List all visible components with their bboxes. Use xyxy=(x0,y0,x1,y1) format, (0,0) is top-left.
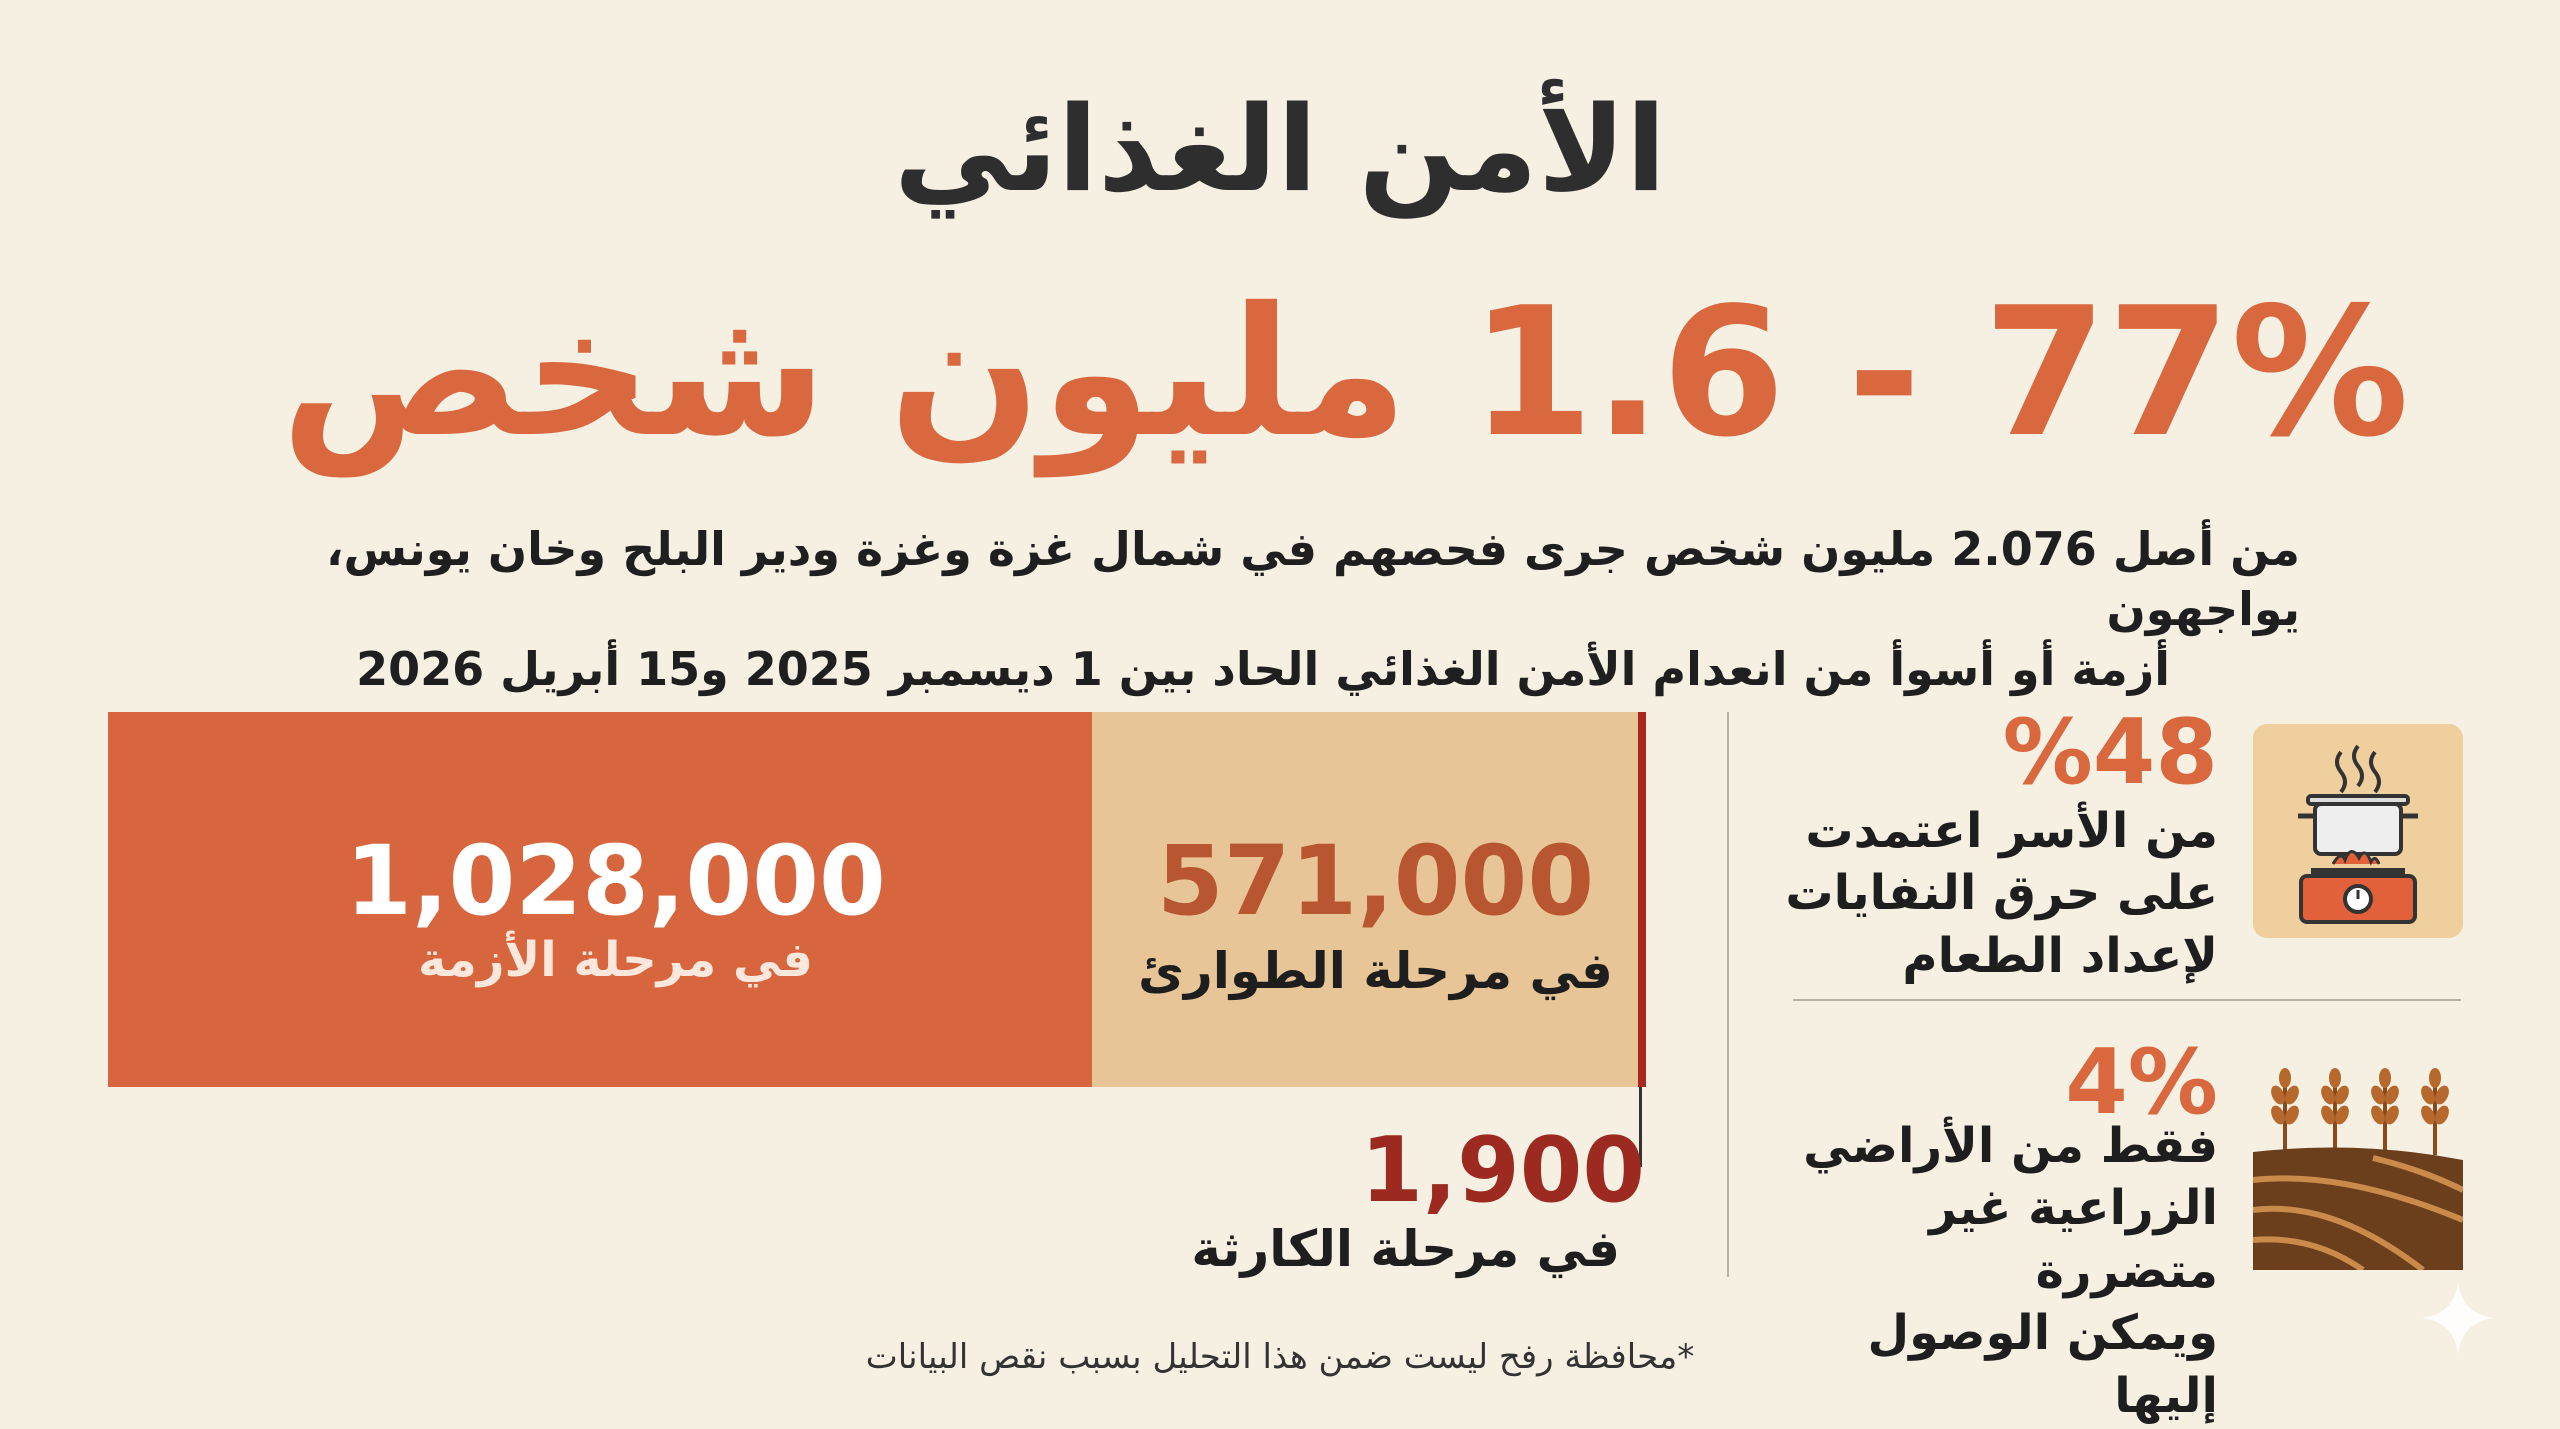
stat-text-line: الزراعية غير متضررة xyxy=(1929,1180,2218,1299)
emergency-category-label: في مرحلة الطوارئ xyxy=(1138,942,1613,1000)
stat-text-line: من الأسر اعتمدت xyxy=(1805,803,2218,859)
stat-text-line: فقط من الأراضي xyxy=(1803,1118,2218,1174)
description-line-1: من أصل 2.076 مليون شخص جرى فحصهم في شمال غزة وغزة ودير البلح وخان يونس، يواجهون xyxy=(325,522,2300,636)
sparkle-icon xyxy=(2418,1278,2498,1358)
bar-segment-catastrophe xyxy=(1638,712,1646,1087)
emergency-value-label: 571,000 xyxy=(1156,825,1595,937)
crisis-category-label: في مرحلة الأزمة xyxy=(418,932,813,988)
stat-farmland-text xyxy=(1760,1115,2218,1427)
description-line-2: أزمة أو أسوأ من انعدام الأمن الغذائي الحاد بين 1 ديسمبر 2025 و15 أبريل 2026 xyxy=(356,641,2170,696)
wheat-field-icon xyxy=(2253,1060,2463,1270)
catastrophe-category-label: في مرحلة الكارثة xyxy=(1191,1220,1620,1278)
headline-stat: 77% - 1.6 مليون شخص xyxy=(280,269,2410,476)
crisis-value-label: 1,028,000 xyxy=(345,825,886,937)
description xyxy=(250,520,2300,699)
stat-text-line: لإعداد الطعام xyxy=(1902,927,2218,984)
stat-farmland-value: 4% xyxy=(2065,1030,2218,1135)
catastrophe-value-label: 1,900 xyxy=(1360,1118,1645,1223)
stat-waste-burning-text xyxy=(1760,800,2218,987)
vertical-divider xyxy=(1727,712,1729,1277)
page-title: الأمن الغذائي xyxy=(893,80,1667,218)
stat-text-line: ويمكن الوصول إليها xyxy=(1867,1305,2218,1424)
stove-pot-icon xyxy=(2253,724,2463,938)
stat-text-line: على حرق النفايات xyxy=(1785,865,2218,922)
stat-waste-burning-value: %48 xyxy=(2002,700,2218,805)
footnote: *محافظة رفح ليست ضمن هذا التحليل بسبب نقص البيانات xyxy=(865,1337,1695,1377)
horizontal-divider xyxy=(1793,999,2461,1001)
